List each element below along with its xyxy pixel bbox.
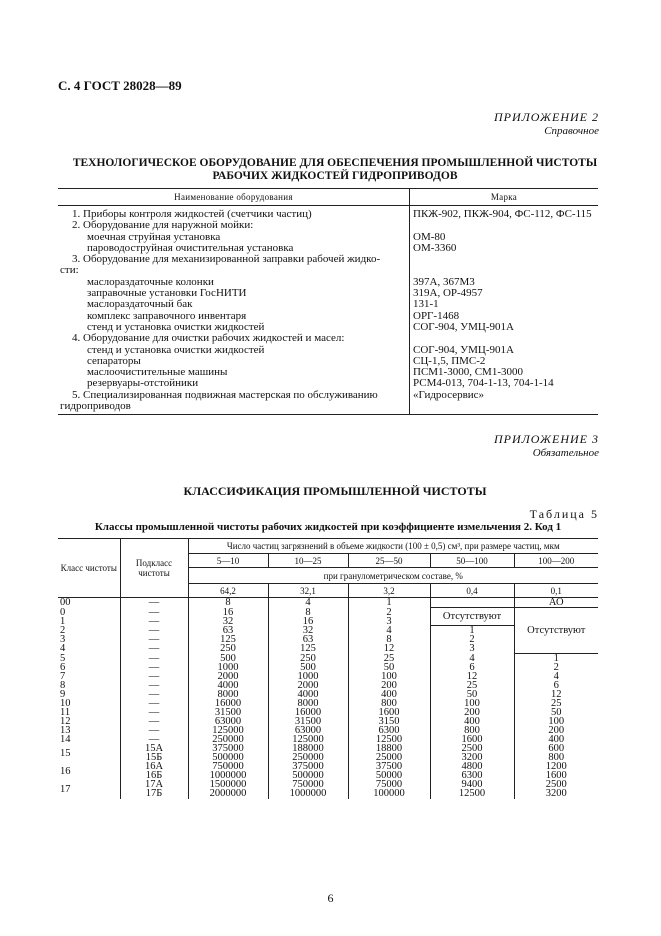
equipment-mark <box>413 220 598 231</box>
percent-header: 64,2 <box>188 584 268 598</box>
value-cell: 32 <box>268 626 348 636</box>
value-cell: 1 <box>430 626 514 636</box>
value-cell: 2500 <box>545 779 567 791</box>
value-cell: 32 <box>188 617 268 626</box>
value-cell: 12 <box>430 672 514 681</box>
class-cell: 1 <box>58 617 120 626</box>
appendix-3-label: ПРИЛОЖЕНИЕ 3 <box>494 432 599 446</box>
value-cell: 800 <box>348 699 430 708</box>
percent-header: 32,1 <box>268 584 348 598</box>
class-cell: 10 <box>58 699 120 708</box>
value-cell: 8000 <box>268 699 348 708</box>
value-cell: 50 <box>551 707 562 719</box>
value-cell: 1200 <box>545 761 567 773</box>
subclass-cell: — <box>120 690 188 699</box>
value-cell: 16 <box>268 617 348 626</box>
value-cell: 100 <box>430 699 514 708</box>
value-cell: 1600 <box>545 770 567 782</box>
equipment-name: пароводоструйная очистительная установка <box>87 242 294 254</box>
subclass-cell: — <box>120 626 188 636</box>
value-cell: 4800 <box>430 762 514 771</box>
appendix-3-type: Обязательное <box>532 447 599 459</box>
value-cell: 500000 <box>268 771 348 780</box>
class-cell: 7 <box>58 672 120 681</box>
appendix-2-type: Справочное <box>544 125 599 137</box>
equipment-mark: ОМ-3360 <box>413 242 457 254</box>
class-cell: 12 <box>58 717 120 726</box>
equipment-table <box>58 188 598 415</box>
class-cell: 2 <box>58 626 120 636</box>
subclass-cell: — <box>120 735 188 744</box>
value-cell: 200 <box>348 681 430 690</box>
value-cell: 6300 <box>430 771 514 780</box>
value-cell: 1000 <box>268 672 348 681</box>
equipment-name: 4. Оборудование для очистки рабочих жидкостей и масел: <box>72 333 345 345</box>
value-cell: 4 <box>553 670 559 682</box>
value-cell: 400 <box>548 734 565 746</box>
value-cell: 6 <box>553 679 559 691</box>
equipment-name: сепараторы <box>87 355 141 367</box>
value-cell: 250000 <box>268 753 348 762</box>
value-cell: 25000 <box>348 753 430 762</box>
equipment-mark-header: Марка <box>490 192 518 202</box>
value-cell: 8 <box>268 608 348 617</box>
table-caption: Классы промышленной чистоты рабочих жидкостей при коэффициенте измельчения 2. Код 1 <box>94 521 562 533</box>
percent-header: 0,1 <box>514 584 598 598</box>
percent-header: 3,2 <box>348 584 430 598</box>
equipment-title-line: ТЕХНОЛОГИЧЕСКОЕ ОБОРУДОВАНИЕ ДЛЯ ОБЕСПЕЧЕНИЯ ПРОМЫШЛЕННОЙ ЧИСТОТЫ <box>72 157 598 169</box>
value-cell: 25 <box>430 681 514 690</box>
value-cell: 16000 <box>268 708 348 717</box>
class-cell: 15 <box>58 744 120 762</box>
appendix-2-label: ПРИЛОЖЕНИЕ 2 <box>494 110 599 124</box>
value-cell: 125000 <box>268 735 348 744</box>
equipment-name: стенд и установка очистки жидкостей <box>87 321 265 333</box>
value-cell: 1600 <box>430 735 514 744</box>
percent-header: 0,4 <box>430 584 514 598</box>
table-row <box>58 726 598 735</box>
value-cell: 50 <box>430 690 514 699</box>
class-cell: 00 <box>58 598 120 608</box>
equipment-name: 3. Оборудование для механизированной заправки рабочей жидко- <box>72 254 381 266</box>
value-cell: 750000 <box>268 780 348 789</box>
subclass-cell: — <box>120 672 188 681</box>
subclass-cell: — <box>120 726 188 735</box>
table-row <box>58 672 598 681</box>
subclass-cell: — <box>120 608 188 617</box>
value-cell: 63 <box>188 626 268 636</box>
value-cell: 12500 <box>348 735 430 744</box>
table-row <box>58 690 598 699</box>
value-cell: 2500 <box>430 744 514 753</box>
equipment-mark: СОГ-904, УМЦ-901А <box>413 321 514 333</box>
value-cell: 375000 <box>188 744 268 753</box>
value-cell: 750000 <box>188 762 268 771</box>
value-cell: 125 <box>268 644 348 653</box>
class-cell: 4 <box>58 644 120 653</box>
class-cell: 16 <box>58 762 120 780</box>
value-cell: 500 <box>268 663 348 672</box>
class-header: Класс чистоты <box>58 539 120 598</box>
size-header: 100—200 <box>514 554 598 568</box>
value-cell: 200 <box>548 725 565 737</box>
value-cell: 2 <box>553 661 559 673</box>
table-row <box>58 762 598 771</box>
equipment-name: маслораздаточные колонки <box>87 276 214 288</box>
subclass-cell: — <box>120 717 188 726</box>
value-cell: 100000 <box>348 789 430 798</box>
value-cell: 12500 <box>430 789 514 798</box>
subclass-cell: — <box>120 635 188 644</box>
subclass-cell: 17А <box>120 780 188 789</box>
absent-cell: Отсутствуют <box>430 608 514 626</box>
value-cell: 125 <box>188 635 268 644</box>
value-cell: 50000 <box>348 771 430 780</box>
table-row <box>58 663 598 672</box>
value-cell: 4 <box>430 653 514 663</box>
table-number: Таблица 5 <box>529 507 599 521</box>
value-cell: 3200 <box>545 788 567 800</box>
class-cell: 0 <box>58 608 120 617</box>
value-cell: 600 <box>548 743 565 755</box>
equipment-name: маслораздаточный бак <box>87 299 193 311</box>
value-cell: 1500000 <box>188 780 268 789</box>
value-cell: 1000000 <box>188 771 268 780</box>
equipment-name-header: Наименование оборудования <box>58 189 410 205</box>
table-row <box>58 717 598 726</box>
ao-cell: АО <box>514 598 598 608</box>
equipment-mark: ПКЖ-902, ПКЖ-904, ФС-112, ФС-115 <box>413 209 592 220</box>
value-cell: 800 <box>430 726 514 735</box>
equipment-names-column <box>58 206 410 414</box>
value-cell: 25 <box>551 698 562 710</box>
value-cell: 12 <box>348 644 430 653</box>
equipment-name: маслоочистительные машины <box>87 367 228 379</box>
subclass-cell: — <box>120 644 188 653</box>
subclass-cell: — <box>120 681 188 690</box>
value-cell: 1 <box>553 652 559 664</box>
equipment-mark: 131-1 <box>413 299 439 311</box>
value-cell: 16000 <box>188 699 268 708</box>
value-cell: 100 <box>348 672 430 681</box>
value-cell: 31500 <box>268 717 348 726</box>
value-cell: 1000000 <box>268 789 348 798</box>
subclass-cell: 17Б <box>120 789 188 798</box>
particles-span-header: Число частиц загрязнений в объеме жидкости (100 ± 0,5) см³, при размере частиц, мкм <box>188 539 598 554</box>
equipment-name: гидроприводов <box>60 401 131 413</box>
value-cell: 12 <box>551 688 562 700</box>
value-cell: 2 <box>348 608 430 617</box>
value-cell: 500000 <box>188 753 268 762</box>
composition-header: при гранулометрическом составе, % <box>188 568 598 584</box>
table-row <box>58 681 598 690</box>
value-cell: 250 <box>188 644 268 653</box>
value-cell: 6300 <box>348 726 430 735</box>
equipment-mark: «Гидросервис» <box>413 389 485 401</box>
value-cell: 8 <box>348 635 430 644</box>
value-cell: 25 <box>348 653 430 663</box>
class-cell: 17 <box>58 780 120 798</box>
subclass-cell: — <box>120 617 188 626</box>
equipment-mark: ОРГ-1468 <box>413 310 460 322</box>
value-cell: 2000 <box>268 681 348 690</box>
absent-cell: Отсутствуют <box>514 608 598 654</box>
value-cell: 200 <box>430 708 514 717</box>
table-row <box>58 699 598 708</box>
value-cell: 100 <box>548 716 565 728</box>
equipment-name: сти: <box>60 265 79 277</box>
value-cell: 250000 <box>188 735 268 744</box>
equipment-name: 5. Специализированная подвижная мастерская по обслуживанию <box>72 389 378 401</box>
classification-title: КЛАССИФИКАЦИЯ ПРОМЫШЛЕННОЙ ЧИСТОТЫ <box>183 484 487 498</box>
equipment-title-line: РАБОЧИХ ЖИДКОСТЕЙ ГИДРОПРИВОДОВ <box>212 170 458 182</box>
equipment-mark <box>413 265 598 276</box>
subclass-cell: — <box>120 663 188 672</box>
class-table <box>58 538 598 799</box>
value-cell: 75000 <box>348 780 430 789</box>
equipment-name: комплекс заправочного инвентаря <box>87 310 247 322</box>
value-cell: 9400 <box>430 780 514 789</box>
equipment-mark <box>413 254 598 265</box>
equipment-mark: 397А, 367М3 <box>413 276 475 288</box>
class-cell: 5 <box>58 653 120 663</box>
value-cell: 800 <box>548 752 565 764</box>
class-cell: 13 <box>58 726 120 735</box>
value-cell: 6 <box>430 663 514 672</box>
table-row <box>58 780 598 789</box>
value-cell: 3150 <box>348 717 430 726</box>
class-cell: 9 <box>58 690 120 699</box>
table-row <box>58 608 598 617</box>
value-cell: 500 <box>188 653 268 663</box>
subclass-cell: — <box>120 699 188 708</box>
class-cell: 3 <box>58 635 120 644</box>
size-header: 5—10 <box>188 554 268 568</box>
value-cell: 1 <box>348 598 430 608</box>
value-cell: 8 <box>188 598 268 608</box>
equipment-name: стенд и установка очистки жидкостей <box>87 344 265 356</box>
value-cell: 375000 <box>268 762 348 771</box>
table-row <box>58 771 598 780</box>
table-row <box>58 753 598 762</box>
value-cell: 31500 <box>188 708 268 717</box>
subclass-cell: — <box>120 708 188 717</box>
table-row <box>58 735 598 744</box>
value-cell: 125000 <box>188 726 268 735</box>
value-cell: 8000 <box>188 690 268 699</box>
page-number: 6 <box>327 891 334 905</box>
equipment-mark: СОГ-904, УМЦ-901А <box>413 344 514 356</box>
class-cell: 11 <box>58 708 120 717</box>
subclass-cell: 15А <box>120 744 188 753</box>
subclass-cell: 15Б <box>120 753 188 762</box>
equipment-name: моечная струйная установка <box>87 231 221 243</box>
table-row <box>58 653 598 663</box>
equipment-mark: ПСМ1-3000, СМ1-3000 <box>413 367 524 379</box>
value-cell: 50 <box>348 663 430 672</box>
equipment-name: 2. Оборудование для наружной мойки: <box>72 220 254 232</box>
value-cell: 2 <box>430 635 514 644</box>
value-cell: 63000 <box>268 726 348 735</box>
equipment-marks-column <box>410 206 598 414</box>
equipment-mark: РСМ4-013, 704-1-13, 704-1-14 <box>413 378 554 390</box>
value-cell: 400 <box>430 717 514 726</box>
appendix-2 <box>494 110 599 137</box>
equipment-mark: СЦ-1,5, ПМС-2 <box>413 355 486 367</box>
value-cell: 63000 <box>188 717 268 726</box>
appendix-3 <box>494 432 599 459</box>
size-header: 10—25 <box>268 554 348 568</box>
equipment-name: заправочные установки ГосНИТИ <box>87 288 247 300</box>
size-header: 50—100 <box>430 554 514 568</box>
page-header: С. 4 ГОСТ 28028—89 <box>58 78 182 93</box>
value-cell: 4 <box>268 598 348 608</box>
value-cell: 3 <box>430 644 514 653</box>
equipment-mark: ОМ-80 <box>413 231 446 243</box>
subclass-cell: — <box>120 598 188 608</box>
value-cell: 1600 <box>348 708 430 717</box>
table-row <box>58 598 598 608</box>
equipment-name: 1. Приборы контроля жидкостей (счетчики частиц) <box>72 209 312 220</box>
equipment-mark: 319А, ОР-4957 <box>413 288 483 300</box>
value-cell: 3200 <box>430 753 514 762</box>
class-cell: 8 <box>58 681 120 690</box>
subclass-cell: — <box>120 653 188 663</box>
value-cell: 37500 <box>348 762 430 771</box>
value-cell: 2000 <box>188 672 268 681</box>
table-row <box>58 744 598 753</box>
equipment-mark <box>413 333 598 344</box>
subclass-header: Подкласс чистоты <box>120 539 188 598</box>
equipment-title <box>70 157 600 183</box>
subclass-cell: 16Б <box>120 771 188 780</box>
value-cell: 18800 <box>348 744 430 753</box>
value-cell: 63 <box>268 635 348 644</box>
value-cell: 250 <box>268 653 348 663</box>
value-cell: 400 <box>348 690 430 699</box>
table-row <box>58 708 598 717</box>
value-cell: 2000000 <box>188 789 268 798</box>
value-cell: 3 <box>348 617 430 626</box>
value-cell: 1000 <box>188 663 268 672</box>
value-cell: 16 <box>188 608 268 617</box>
value-cell: 4000 <box>268 690 348 699</box>
value-cell: 188000 <box>268 744 348 753</box>
class-cell: 6 <box>58 663 120 672</box>
value-cell <box>430 598 514 608</box>
class-cell: 14 <box>58 735 120 744</box>
table-row <box>58 789 598 798</box>
equipment-name: резервуары-отстойники <box>87 378 199 390</box>
value-cell: 4000 <box>188 681 268 690</box>
size-header: 25—50 <box>348 554 430 568</box>
value-cell: 4 <box>348 626 430 636</box>
subclass-cell: 16А <box>120 762 188 771</box>
equipment-mark <box>413 401 598 412</box>
